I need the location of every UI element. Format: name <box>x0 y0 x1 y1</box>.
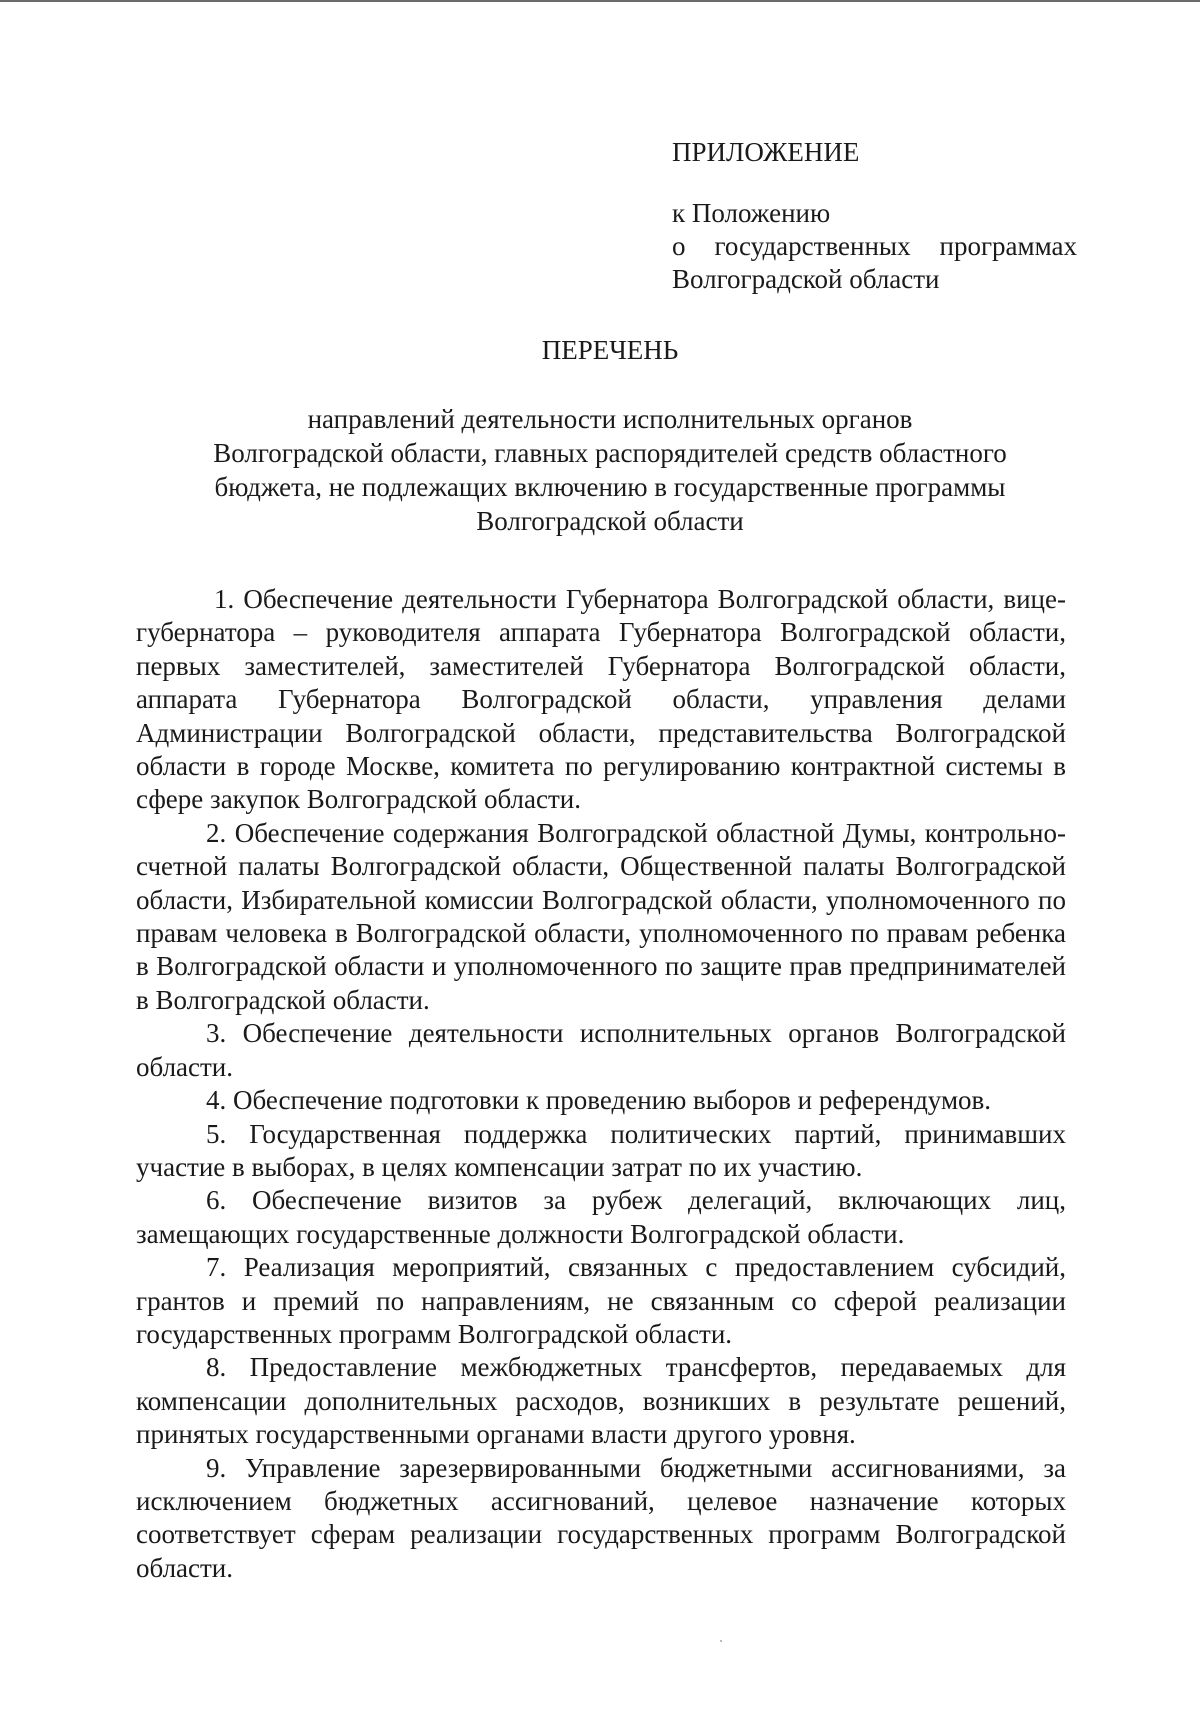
list-item: 4. Обеспечение подготовки к проведению выборов и референдумов. <box>206 1085 992 1116</box>
document-subtitle <box>160 402 1060 538</box>
list-item: 2. Обеспечение содержания Волгоградской областной Думы, контрольно-счетной палаты Волгоградской области, Общественной палаты Волгоградской области, Избирательной комиссии Волгоградской области, уполномоченного по правам человека в Волгоградской области, уполномоченного по правам ребенка в Волгоградской области и уполномоченного по защите прав предпринимателей в Волгоградской области. <box>136 817 1066 1015</box>
subtitle-line: бюджета, не подлежащих включению в государственные программы <box>214 472 1006 502</box>
list-item: 5. Государственная поддержка политических партий, принимавших участие в выборах, в целях компенсации затрат по их участию. <box>136 1118 1066 1182</box>
items-list <box>136 583 1066 1585</box>
list-item: 3. Обеспечение деятельности исполнительных органов Волгоградской области. <box>136 1018 1066 1082</box>
subtitle-line: Волгоградской области, главных распорядителей средств областного <box>213 438 1007 468</box>
scan-top-edge <box>0 0 1200 2</box>
scan-speck <box>720 1640 722 1642</box>
document-title: ПЕРЕЧЕНЬ <box>541 335 679 365</box>
appendix-line: Волгоградской области <box>672 264 940 294</box>
subtitle-line: Волгоградской области <box>476 506 744 536</box>
appendix-line: к Положению <box>672 198 831 228</box>
list-item: 8. Предоставление межбюджетных трансфертов, передаваемых для компенсации дополнительных расходов, возникших в результате решений, принятых государственными органами власти другого уровня. <box>136 1352 1066 1450</box>
list-item: 9. Управление зарезервированными бюджетными ассигнованиями, за исключением бюджетных ассигнований, целевое назначение которых соответствует сферам реализации государственных программ Волгоградской области. <box>136 1452 1066 1583</box>
list-item: 6. Обеспечение визитов за рубеж делегаций, включающих лиц, замещающих государственные должности Волгоградской области. <box>136 1185 1066 1249</box>
list-item: 1. Обеспечение деятельности Губернатора Волгоградской области, вице-губернатора – руководителя аппарата Губернатора Волгоградской области, первых заместителей, заместителей Губернатора Волгоградской области, аппарата Губернатора Волгоградской области, управления делами Администрации Волгоградской области, представительства Волгоградской области в городе Москве, комитета по регулированию контрактной системы в сфере закупок Волгоградской области. <box>136 584 1066 815</box>
appendix-title: ПРИЛОЖЕНИЕ <box>672 137 860 167</box>
appendix-line: о государственных программах <box>672 231 1077 261</box>
subtitle-line: направлений деятельности исполнительных органов <box>307 404 913 434</box>
list-item: 7. Реализация мероприятий, связанных с предоставлением субсидий, грантов и премий по направлениям, не связанным со сферой реализации государственных программ Волгоградской области. <box>136 1252 1066 1349</box>
appendix-header <box>672 136 1077 296</box>
